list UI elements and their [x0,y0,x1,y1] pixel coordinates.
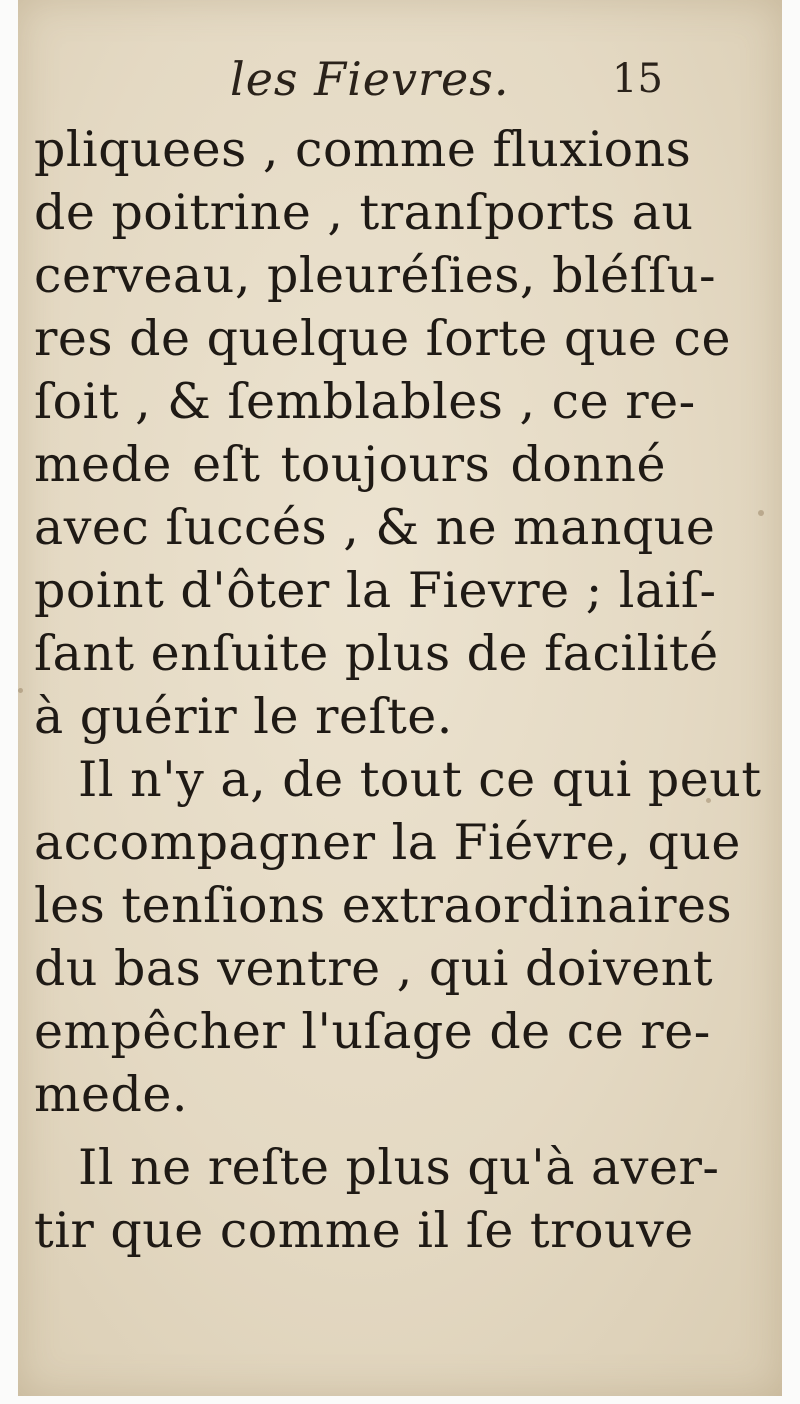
text-line: Il ne reſte plus qu'à aver- [78,1139,720,1196]
text-line: tir que comme il ſe trouve [34,1202,694,1259]
text-line: Il n'y a, de tout ce qui peut [78,751,762,808]
text-line: avec ſuccés , & ne manque [34,499,716,556]
book-page [18,0,782,1396]
text-line: à guérir le reſte. [34,688,453,745]
text-line: ſoit , & ſemblables , ce re- [34,373,696,430]
text-line: mede. [34,1066,188,1123]
running-head [18,52,782,112]
paragraph [34,1136,720,1262]
paper-spot [18,688,23,693]
text-line: de poitrine , tranſports au [34,184,694,241]
text-line: accompagner la Fiévre, que [34,814,741,871]
body-text [34,118,762,1262]
text-line: mede eſt toujours donné [34,436,666,493]
paragraph-gap [34,1126,666,1136]
text-line: empêcher l'uſage de ce re- [34,1003,711,1060]
paragraph [34,748,762,1126]
text-line: res de quelque ſorte que ce [34,310,731,367]
paper-spot [706,798,711,803]
paragraph [34,118,731,748]
paper-spot [758,510,764,516]
text-line: cerveau, pleuréſies, bléſſu- [34,247,717,304]
text-line: point d'ôter la Fievre ; laiſ- [34,562,717,619]
text-line: ſant enſuite plus de facilité [34,625,719,682]
text-line: du bas ventre , qui doivent [34,940,714,997]
running-title: les Fievres. [230,52,510,106]
text-line: pliquees , comme fluxions [34,121,692,178]
text-line: les tenſions extraordinaires [34,877,733,934]
page-number: 15 [612,56,663,102]
